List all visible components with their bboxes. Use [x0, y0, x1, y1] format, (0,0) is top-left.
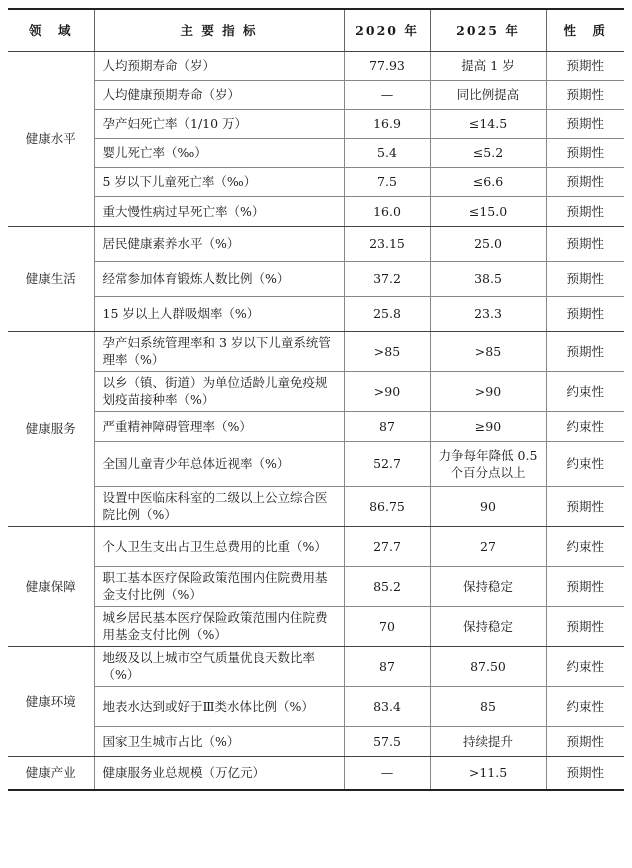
nature-cell: 预期性 [546, 109, 624, 138]
value-2025-cell: 保持稳定 [430, 566, 546, 606]
value-2025-cell: 90 [430, 486, 546, 526]
value-2025-cell: ≤6.6 [430, 167, 546, 196]
header-2020: 2020 年 [344, 9, 430, 51]
indicator-cell: 城乡居民基本医疗保险政策范围内住院费用基金支付比例（%） [94, 606, 344, 646]
indicator-cell: 国家卫生城市占比（%） [94, 726, 344, 756]
indicator-cell: 居民健康素养水平（%） [94, 226, 344, 261]
header-domain: 领 域 [8, 9, 94, 51]
nature-cell: 约束性 [546, 526, 624, 566]
table-row [8, 80, 624, 109]
value-2020-cell: 57.5 [344, 726, 430, 756]
nature-cell: 预期性 [546, 606, 624, 646]
table-row [8, 726, 624, 756]
value-2020-cell: 83.4 [344, 686, 430, 726]
indicator-cell: 人均健康预期寿命（岁） [94, 80, 344, 109]
nature-cell: 预期性 [546, 486, 624, 526]
value-2020-cell: 23.15 [344, 226, 430, 261]
indicator-cell: 孕产妇系统管理率和 3 岁以下儿童系统管理率（%） [94, 331, 344, 371]
nature-cell: 预期性 [546, 566, 624, 606]
nature-cell: 预期性 [546, 331, 624, 371]
table-row [8, 646, 624, 686]
nature-cell: 预期性 [546, 296, 624, 331]
nature-cell: 预期性 [546, 196, 624, 226]
indicator-cell: 以乡（镇、街道）为单位适龄儿童免疫规划疫苗接种率（%） [94, 371, 344, 411]
value-2025-cell: 38.5 [430, 261, 546, 296]
value-2020-cell: 7.5 [344, 167, 430, 196]
table-row [8, 51, 624, 80]
domain-cell: 健康水平 [8, 51, 94, 226]
value-2025-cell: ≥90 [430, 411, 546, 441]
table-row [8, 686, 624, 726]
header-row [8, 9, 624, 51]
value-2025-cell: 保持稳定 [430, 606, 546, 646]
value-2025-cell: 23.3 [430, 296, 546, 331]
value-2020-cell: 70 [344, 606, 430, 646]
value-2025-cell: 力争每年降低 0.5 个百分点以上 [430, 441, 546, 486]
value-2025-cell: >11.5 [430, 756, 546, 790]
value-2020-cell: 27.7 [344, 526, 430, 566]
value-2025-cell: 25.0 [430, 226, 546, 261]
table-row [8, 331, 624, 371]
table-row [8, 371, 624, 411]
value-2020-cell: 85.2 [344, 566, 430, 606]
nature-cell: 预期性 [546, 80, 624, 109]
value-2025-cell: 85 [430, 686, 546, 726]
indicator-cell: 健康服务业总规模（万亿元） [94, 756, 344, 790]
table-row [8, 226, 624, 261]
indicator-cell: 个人卫生支出占卫生总费用的比重（%） [94, 526, 344, 566]
header-indicator: 主 要 指 标 [94, 9, 344, 51]
nature-cell: 预期性 [546, 51, 624, 80]
indicator-cell: 地级及以上城市空气质量优良天数比率（%） [94, 646, 344, 686]
nature-cell: 约束性 [546, 441, 624, 486]
value-2020-cell: 16.9 [344, 109, 430, 138]
nature-cell: 约束性 [546, 686, 624, 726]
table-row [8, 756, 624, 790]
indicator-cell: 5 岁以下儿童死亡率（‰） [94, 167, 344, 196]
table-row [8, 296, 624, 331]
value-2020-cell: 86.75 [344, 486, 430, 526]
value-2020-cell: 5.4 [344, 138, 430, 167]
indicator-cell: 全国儿童青少年总体近视率（%） [94, 441, 344, 486]
value-2025-cell: 87.50 [430, 646, 546, 686]
value-2025-cell: 27 [430, 526, 546, 566]
health-indicators-table [8, 8, 624, 791]
table-row [8, 109, 624, 138]
value-2025-cell: >85 [430, 331, 546, 371]
table-row [8, 261, 624, 296]
value-2020-cell: 77.93 [344, 51, 430, 80]
indicator-cell: 15 岁以上人群吸烟率（%） [94, 296, 344, 331]
value-2025-cell: 提高 1 岁 [430, 51, 546, 80]
nature-cell: 预期性 [546, 756, 624, 790]
indicator-cell: 经常参加体育锻炼人数比例（%） [94, 261, 344, 296]
domain-cell: 健康服务 [8, 331, 94, 526]
value-2025-cell: >90 [430, 371, 546, 411]
value-2020-cell: >90 [344, 371, 430, 411]
value-2025-cell: 持续提升 [430, 726, 546, 756]
table-row [8, 167, 624, 196]
indicator-cell: 人均预期寿命（岁） [94, 51, 344, 80]
domain-cell: 健康生活 [8, 226, 94, 331]
indicator-cell: 地表水达到或好于Ⅲ类水体比例（%） [94, 686, 344, 726]
indicator-cell: 严重精神障碍管理率（%） [94, 411, 344, 441]
nature-cell: 约束性 [546, 646, 624, 686]
value-2020-cell: — [344, 756, 430, 790]
indicator-cell: 婴儿死亡率（‰） [94, 138, 344, 167]
table-row [8, 606, 624, 646]
table-row [8, 441, 624, 486]
nature-cell: 预期性 [546, 167, 624, 196]
domain-cell: 健康环境 [8, 646, 94, 756]
value-2020-cell: 25.8 [344, 296, 430, 331]
nature-cell: 预期性 [546, 261, 624, 296]
value-2020-cell: 16.0 [344, 196, 430, 226]
table-row [8, 196, 624, 226]
table-row [8, 566, 624, 606]
domain-cell: 健康保障 [8, 526, 94, 646]
value-2025-cell: ≤14.5 [430, 109, 546, 138]
table-row [8, 486, 624, 526]
value-2020-cell: 87 [344, 646, 430, 686]
table-row [8, 526, 624, 566]
value-2025-cell: ≤15.0 [430, 196, 546, 226]
value-2020-cell: >85 [344, 331, 430, 371]
table-row [8, 411, 624, 441]
header-nature: 性 质 [546, 9, 624, 51]
nature-cell: 预期性 [546, 726, 624, 756]
indicator-cell: 重大慢性病过早死亡率（%） [94, 196, 344, 226]
value-2020-cell: 52.7 [344, 441, 430, 486]
nature-cell: 约束性 [546, 371, 624, 411]
value-2025-cell: ≤5.2 [430, 138, 546, 167]
value-2020-cell: — [344, 80, 430, 109]
indicator-cell: 职工基本医疗保险政策范围内住院费用基金支付比例（%） [94, 566, 344, 606]
header-2025: 2025 年 [430, 9, 546, 51]
domain-cell: 健康产业 [8, 756, 94, 790]
indicator-cell: 设置中医临床科室的二级以上公立综合医院比例（%） [94, 486, 344, 526]
value-2020-cell: 87 [344, 411, 430, 441]
table-row [8, 138, 624, 167]
indicator-cell: 孕产妇死亡率（1/10 万） [94, 109, 344, 138]
nature-cell: 预期性 [546, 138, 624, 167]
nature-cell: 约束性 [546, 411, 624, 441]
nature-cell: 预期性 [546, 226, 624, 261]
value-2020-cell: 37.2 [344, 261, 430, 296]
value-2025-cell: 同比例提高 [430, 80, 546, 109]
